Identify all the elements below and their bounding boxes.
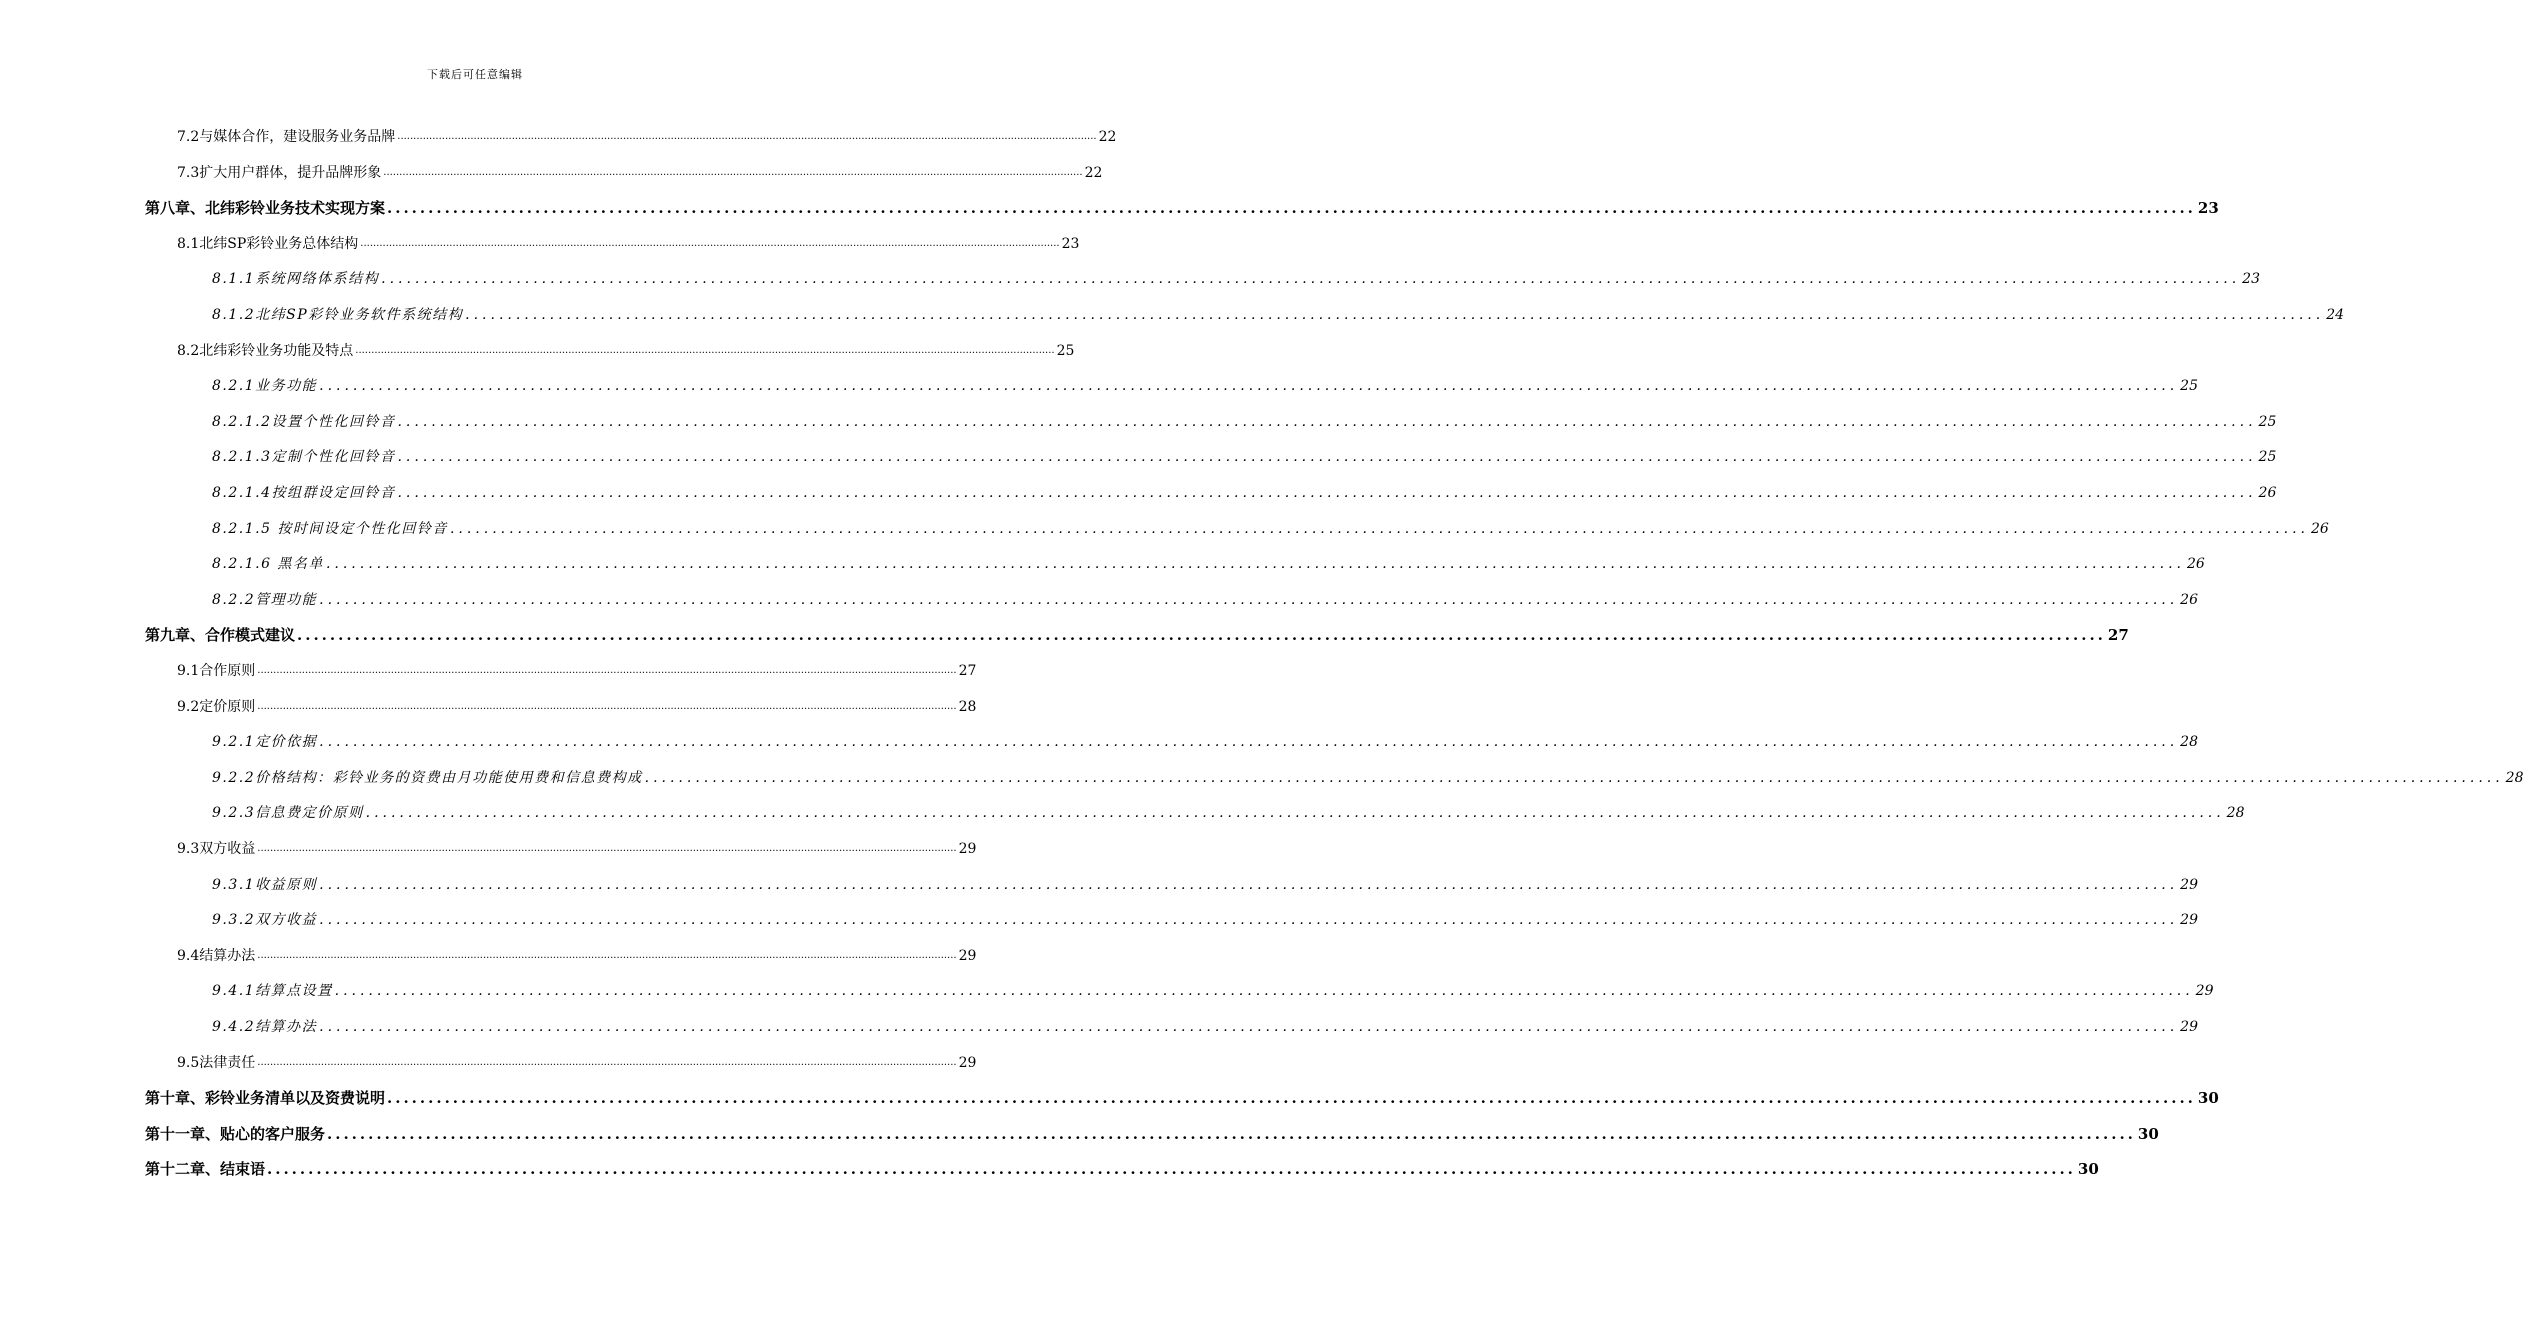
toc-entry-title: 9.5法律责任 xyxy=(177,1054,256,1071)
toc-entry-title: 8.1.2北纬SP彩铃业务软件系统结构 xyxy=(212,307,464,323)
toc-entry-title: 8.2.1.4按组群设定回铃音 xyxy=(212,485,396,501)
toc-entry-page-number: 29 xyxy=(2180,876,2198,893)
toc-entry[interactable] xyxy=(212,268,2260,290)
toc-leader-dots: ............................................................................................................................................................................................................................ xyxy=(365,805,2225,822)
toc-entry[interactable] xyxy=(212,411,2277,433)
toc-entry[interactable] xyxy=(212,1016,2198,1038)
toc-entry-title: 9.3.2双方收益 xyxy=(212,912,318,929)
toc-entry[interactable] xyxy=(145,1158,2099,1180)
toc-entry[interactable] xyxy=(212,518,2329,540)
toc-entry-page-number: 29 xyxy=(958,841,977,857)
toc-entry-title: 8.2.1.3定制个性化回铃音 xyxy=(212,449,396,466)
toc-entry-title: 9.3.1收益原则 xyxy=(212,876,318,893)
toc-entry[interactable] xyxy=(212,482,2277,504)
toc-entry-page-number: 24 xyxy=(2326,307,2345,323)
toc-leader-dots: ............................................................................................................................................................................................................................ xyxy=(257,949,957,961)
toc-entry-page-number: 23 xyxy=(2242,271,2260,288)
toc-entry-page-number: 30 xyxy=(2077,1160,2099,1179)
toc-leader-dots: ............................................................................................................................................................................................................................ xyxy=(325,556,2185,573)
toc-entry[interactable] xyxy=(177,1052,977,1074)
toc-entry-page-number: 25 xyxy=(2258,449,2277,466)
toc-entry[interactable] xyxy=(212,304,2345,326)
toc-leader-dots: ............................................................................................................................................................................................................................ xyxy=(334,983,2194,1000)
toc-entry-page-number: 28 xyxy=(2226,805,2245,822)
toc-entry-title: 第九章、合作模式建议 xyxy=(145,626,296,645)
toc-entry-title: 第十二章、结束语 xyxy=(145,1160,266,1179)
toc-entry-page-number: 28 xyxy=(2180,734,2198,751)
toc-entry-page-number: 28 xyxy=(958,698,977,715)
toc-entry-page-number: 26 xyxy=(2180,591,2198,608)
toc-entry-title: 9.2.3信息费定价原则 xyxy=(212,805,364,822)
toc-leader-dots: ............................................................................................................................................................................................................................ xyxy=(319,734,2179,751)
toc-leader-dots: ............................................................................................................................................................................................................................ xyxy=(319,912,2179,929)
toc-entry-title: 第十章、彩铃业务清单以及资费说明 xyxy=(145,1089,386,1108)
toc-entry-title: 8.2.1业务功能 xyxy=(212,378,318,395)
toc-entry-title: 9.4结算办法 xyxy=(177,947,256,964)
toc-leader-dots: ............................................................................................................................................................................................................................ xyxy=(397,485,2257,501)
toc-entry-title: 8.2.1.2设置个性化回铃音 xyxy=(212,413,396,430)
toc-entry-page-number: 29 xyxy=(2180,912,2198,929)
toc-entry-title: 9.4.2结算办法 xyxy=(212,1019,318,1035)
toc-entry-title: 8.1北纬SP彩铃业务总体结构 xyxy=(177,235,359,252)
toc-entry-page-number: 23 xyxy=(2197,199,2219,218)
toc-entry-page-number: 27 xyxy=(2107,626,2129,645)
toc-entry-title: 7.3扩大用户群体，提升品牌形象 xyxy=(177,164,382,181)
toc-entry[interactable] xyxy=(177,162,1103,184)
toc-entry-page-number: 30 xyxy=(2197,1089,2219,1108)
toc-leader-dots: ............................................................................................................................................................................................................................ xyxy=(297,626,2106,645)
toc-leader-dots: ............................................................................................................................................................................................................................ xyxy=(319,378,2179,395)
toc-entry-page-number: 29 xyxy=(2180,1019,2198,1035)
toc-entry[interactable] xyxy=(212,802,2245,824)
toc-entry-title: 9.2定价原则 xyxy=(177,698,256,715)
toc-entry-page-number: 26 xyxy=(2258,485,2277,501)
toc-entry-page-number: 22 xyxy=(1098,129,1117,145)
toc-entry-page-number: 26 xyxy=(2310,520,2329,537)
toc-entry[interactable] xyxy=(177,233,1080,255)
toc-entry-title: 8.2.1.5 按时间设定个性化回铃音 xyxy=(212,520,448,537)
toc-leader-dots: ............................................................................................................................................................................................................................ xyxy=(267,1160,2076,1179)
toc-entry[interactable] xyxy=(177,838,977,860)
toc-entry-page-number: 29 xyxy=(958,947,977,964)
toc-entry-page-number: 30 xyxy=(2137,1124,2159,1143)
toc-entry-page-number: 27 xyxy=(958,663,977,679)
toc-leader-dots: ............................................................................................................................................................................................................................ xyxy=(327,1124,2136,1143)
toc-entry[interactable] xyxy=(145,624,2129,646)
toc-entry-page-number: 25 xyxy=(2180,378,2198,395)
toc-entry[interactable] xyxy=(145,1123,2159,1145)
toc-leader-dots: ............................................................................................................................................................................................................................ xyxy=(397,449,2257,466)
toc-entry[interactable] xyxy=(212,589,2198,611)
toc-entry-page-number: 29 xyxy=(958,1054,977,1071)
toc-entry[interactable] xyxy=(177,945,977,967)
toc-leader-dots: ............................................................................................................................................................................................................................ xyxy=(397,413,2257,430)
toc-entry[interactable] xyxy=(212,731,2198,753)
toc-entry-title: 第八章、北纬彩铃业务技术实现方案 xyxy=(145,199,386,218)
toc-leader-dots: ............................................................................................................................................................................................................................ xyxy=(360,237,1060,249)
toc-entry-page-number: 22 xyxy=(1084,164,1103,181)
toc-leader-dots: ............................................................................................................................................................................................................................ xyxy=(644,769,2504,786)
toc-entry[interactable] xyxy=(212,446,2277,468)
toc-entry[interactable] xyxy=(177,660,977,682)
page-header: 下载后可任意编辑 xyxy=(427,68,523,81)
toc-entry[interactable] xyxy=(212,553,2205,575)
toc-entry[interactable] xyxy=(212,980,2214,1002)
toc-entry-page-number: 23 xyxy=(1061,235,1080,252)
toc-leader-dots: ............................................................................................................................................................................................................................ xyxy=(449,520,2309,537)
toc-leader-dots: ............................................................................................................................................................................................................................ xyxy=(319,876,2179,893)
toc-leader-dots: ............................................................................................................................................................................................................................ xyxy=(257,665,957,676)
toc-leader-dots: ............................................................................................................................................................................................................................ xyxy=(319,591,2179,608)
toc-entry[interactable] xyxy=(212,767,2524,789)
toc-entry[interactable] xyxy=(145,197,2219,219)
toc-entry[interactable] xyxy=(177,340,1075,362)
toc-entry-title: 8.2.2管理功能 xyxy=(212,591,318,608)
toc-entry-title: 9.2.2价格结构：彩铃业务的资费由月功能使用费和信息费构成 xyxy=(212,769,643,786)
toc-entry[interactable] xyxy=(212,909,2198,931)
toc-entry[interactable] xyxy=(177,696,977,718)
toc-leader-dots: ............................................................................................................................................................................................................................ xyxy=(381,271,2241,288)
toc-leader-dots: ............................................................................................................................................................................................................................ xyxy=(383,166,1083,178)
toc-leader-dots: ............................................................................................................................................................................................................................ xyxy=(257,843,957,854)
toc-entry-page-number: 28 xyxy=(2505,769,2524,786)
toc-leader-dots: ............................................................................................................................................................................................................................ xyxy=(387,1089,2196,1108)
toc-leader-dots: ............................................................................................................................................................................................................................ xyxy=(257,700,957,712)
toc-entry-title: 8.2.1.6 黑名单 xyxy=(212,556,324,573)
toc-entry-title: 9.2.1定价依据 xyxy=(212,734,318,751)
toc-entry-title: 9.3双方收益 xyxy=(177,841,256,857)
toc-entry[interactable] xyxy=(145,1087,2219,1109)
toc-entry[interactable] xyxy=(212,375,2198,397)
toc-entry[interactable] xyxy=(177,126,1117,148)
toc-entry-title: 8.1.1系统网络体系结构 xyxy=(212,271,380,288)
toc-entry-title: 第十一章、贴心的客户服务 xyxy=(145,1124,326,1143)
toc-leader-dots: ............................................................................................................................................................................................................................ xyxy=(397,131,1097,142)
toc-leader-dots: ............................................................................................................................................................................................................................ xyxy=(465,307,2325,323)
toc-entry-title: 7.2与媒体合作，建设服务业务品牌 xyxy=(177,129,396,145)
toc-leader-dots: ............................................................................................................................................................................................................................ xyxy=(319,1019,2179,1035)
toc-entry-title: 9.4.1结算点设置 xyxy=(212,983,333,1000)
toc-leader-dots: ............................................................................................................................................................................................................................ xyxy=(387,199,2196,218)
toc-entry-page-number: 25 xyxy=(2258,413,2277,430)
toc-leader-dots: ............................................................................................................................................................................................................................ xyxy=(257,1056,957,1068)
toc-leader-dots: ............................................................................................................................................................................................................................ xyxy=(355,344,1055,356)
toc-entry-title: 8.2北纬彩铃业务功能及特点 xyxy=(177,342,354,359)
toc-entry-page-number: 26 xyxy=(2186,556,2205,573)
toc-entry[interactable] xyxy=(212,874,2198,896)
toc-entry-page-number: 29 xyxy=(2195,983,2214,1000)
toc-entry-page-number: 25 xyxy=(1056,342,1075,359)
toc-entry-title: 9.1合作原则 xyxy=(177,663,256,679)
